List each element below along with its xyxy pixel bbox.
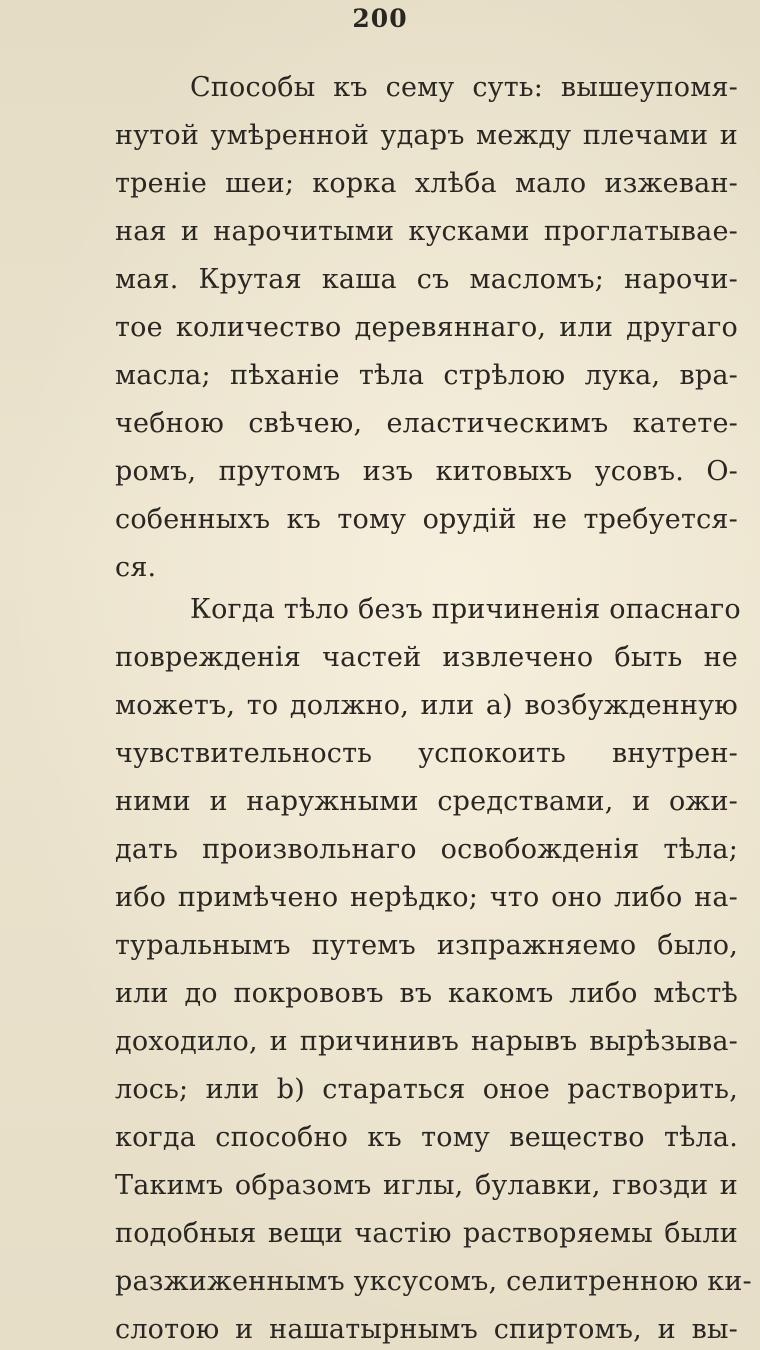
text-line: нутой умѣренной ударъ между плечами и bbox=[115, 120, 738, 151]
text-line: лось; или b) стараться оное растворить, bbox=[115, 1074, 738, 1105]
text-line: можетъ, то должно, или а) возбужденную bbox=[115, 690, 738, 721]
text-line: Способы къ сему суть: вышеупомя- bbox=[190, 72, 738, 103]
paragraph-1 bbox=[0, 64, 760, 592]
page-number: 200 bbox=[352, 4, 408, 33]
text-line: тое количество деревяннаго, или другаго bbox=[115, 312, 738, 343]
text-line: слотою и нашатырнымъ спиртомъ, и вы- bbox=[115, 1314, 738, 1345]
paragraph-2 bbox=[0, 586, 760, 1350]
text-line: подобныя вещи частію растворяемы были bbox=[115, 1218, 738, 1249]
text-line: ная и нарочитыми кусками проглатывае- bbox=[115, 216, 738, 247]
text-line: мая. Крутая каша съ масломъ; нарочи- bbox=[115, 264, 738, 295]
text-line: собенныхъ къ тому орудій не требуется- bbox=[115, 504, 738, 535]
text-line: масла; пѣханіе тѣла стрѣлою лука, вра- bbox=[115, 360, 738, 391]
text-line: ромъ, прутомъ изъ китовыхъ усовъ. О- bbox=[115, 456, 738, 487]
text-line: доходило, и причинивъ нарывъ вырѣзыва- bbox=[115, 1026, 738, 1057]
text-line: когда способно къ тому вещество тѣла. bbox=[115, 1122, 738, 1153]
text-line: поврежденія частей извлечено быть не bbox=[115, 642, 738, 673]
text-line: ибо примѣчено нерѣдко; что оно либо на- bbox=[115, 882, 738, 913]
text-line: туральнымъ путемъ изпражняемо было, bbox=[115, 930, 738, 961]
text-line: Когда тѣло безъ причиненія опаснаго bbox=[190, 594, 741, 625]
text-line: разжиженнымъ уксусомъ, селитренною ки- bbox=[115, 1266, 752, 1297]
text-line: ся. bbox=[115, 552, 157, 583]
text-line: треніе шеи; корка хлѣба мало изжеван- bbox=[115, 168, 738, 199]
text-line: ними и наружными средствами, и ожи- bbox=[115, 786, 738, 817]
text-line: чувствительность успокоить внутрен- bbox=[115, 738, 738, 769]
text-line: дать произвольнаго освобожденія тѣла; bbox=[115, 834, 738, 865]
text-line: или до покрововъ въ какомъ либо мѣстѣ bbox=[115, 978, 738, 1009]
text-line: Такимъ образомъ иглы, булавки, гвозди и bbox=[115, 1170, 738, 1201]
text-line: чебною свѣчею, еластическимъ катете- bbox=[115, 408, 738, 439]
